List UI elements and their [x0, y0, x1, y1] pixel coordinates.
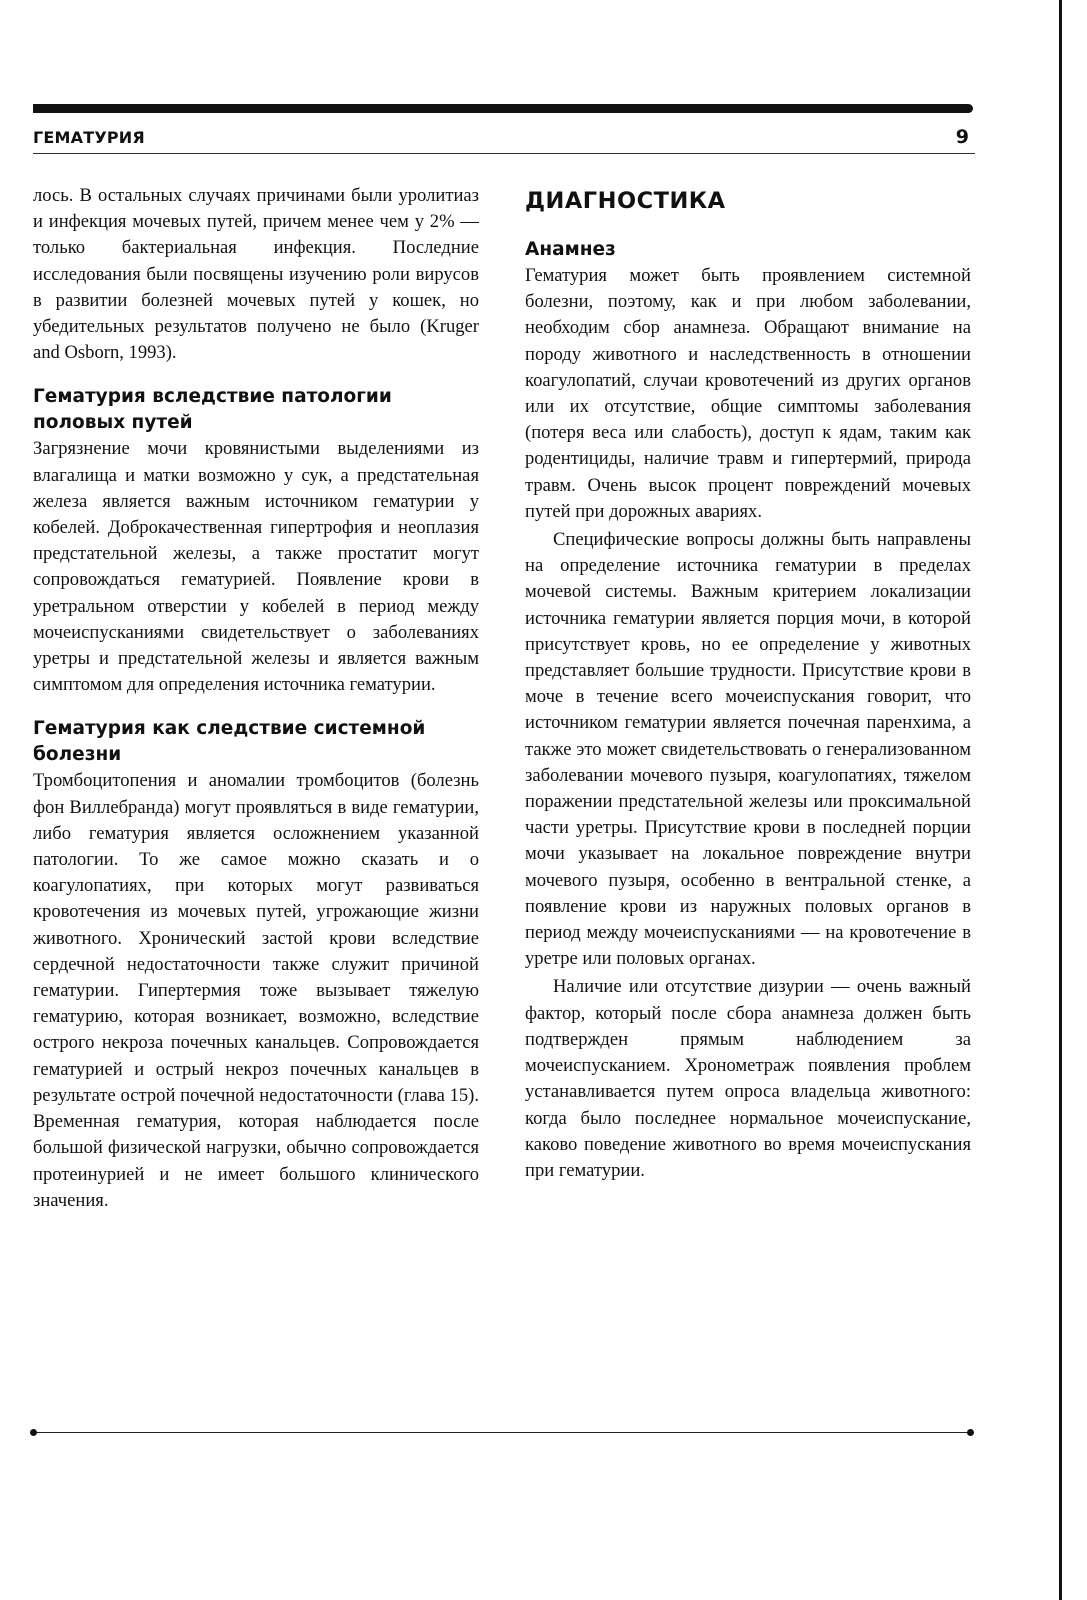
anamnesis-paragraph-3: Наличие или отсутствие дизурии — очень важный фактор, который после сбора анамнеза должен быть подтвержден прямым наблюдением за мочеиспусканием. Хронометраж появления проблем устанавливается путем опроса владельца животного: когда было последнее нормальное мочеиспускание, каково поведение животного во время мочеиспускания при гематурии.	[525, 976, 971, 1181]
anamnesis-paragraph-2: Специфические вопросы должны быть направлены на определение источника гематурии в пределах мочевой системы. Важным критерием локализации источника гематурии является порция мочи, в которой присутствует кровь, но ее определение у животных представляет большие трудности. Присутствие крови в моче в течение всего мочеиспускания говорит, что источником гематурии является почечная паренхима, а также это может свидетельствовать о генерализованном заболевании мочевого пузыря, коагулопатиях, тяжелом поражении предстательной железы или проксимальной части уретры. Присутствие крови в последней порции мочи указывает на локальное повреждение внутри мочевого пузыря, особенно в вентральной стенке, а появление крови из наружных половых органов в период между мочеиспусканиями — на кровотечение в уретре или половых органах.	[525, 529, 971, 970]
section-heading-systemic: Гематурия как следствие системной болезни	[33, 718, 426, 766]
section-heading-genital: Гематурия вследствие патологии половых путей	[33, 386, 392, 434]
footer-rule	[33, 1432, 971, 1433]
anamnesis-heading: Анамнез	[525, 239, 616, 260]
footer-rule-right-dot	[967, 1429, 974, 1436]
diagnostics-heading: ДИАГНОСТИКА	[525, 188, 726, 214]
header-thick-rule	[33, 104, 973, 113]
section-body-genital: Загрязнение мочи кровянистыми выделениями из влагалища и матки возможно у сук, а предстательная железа является важным источником гематурии у кобелей. Доброкачественная гипертрофия и неоплазия предстательной железы, а также простатит могут сопровождаться гематурией. Появление крови в уретральном отверстии у кобелей в период между мочеиспусканиями свидетельствует о заболеваниях уретры и предстательной железы и является важным симптомом для определения источника гематурии.	[33, 438, 479, 696]
left-column	[33, 183, 479, 1214]
anamnesis-paragraph-1: Гематурия может быть проявлением системной болезни, поэтому, как и при любом заболевании, необходим сбор анамнеза. Обращают внимание на породу животного и наследственность в отношении коагулопатий, случаи кровотечений из других органов или их отсутствие, общие симптомы заболевания (потеря веса или слабость), доступ к ядам, таким как родентициды, наличие травм и гипертермий, природа травм. Очень высок процент повреждений мочевых путей при дорожных авариях.	[525, 265, 971, 522]
page-edge-line	[1059, 0, 1062, 1600]
header-thin-rule	[33, 153, 975, 154]
right-column	[525, 183, 971, 1184]
section-body-systemic: Тромбоцитопения и аномалии тромбоцитов (болезнь фон Виллебранда) могут проявляться в виде гематурии, либо гематурия является осложнением указанной патологии. То же самое можно сказать и о коагулопатиях, при которых могут развиваться кровотечения из мочевых путей, угрожающие жизни животного. Хронический застой крови вследствие сердечной недостаточности также служит причиной гематурии. Гипертермия тоже вызывает тяжелую гематурию, которая возникает, возможно, вследствие острого некроза почечных канальцев. Сопровождается гематурией и острый некроз почечных канальцев в результате острой почечной недостаточности (глава 15). Временная гематурия, которая наблюдается после большой физической нагрузки, обычно сопровождается протеинурией и не имеет большого клинического значения.	[33, 770, 479, 1211]
page-number: 9	[955, 126, 969, 148]
footer-rule-left-dot	[30, 1429, 37, 1436]
intro-paragraph: лось. В остальных случаях причинами были уролитиаз и инфекция мочевых путей, причем менее чем у 2% — только бактериальная инфекция. Последние исследования были посвящены изучению роли вирусов в развитии болезней мочевых путей у кошек, но убедительных результатов получено не было (Kruger and Osborn, 1993).	[33, 185, 479, 364]
running-title: ГЕМАТУРИЯ	[33, 128, 145, 147]
